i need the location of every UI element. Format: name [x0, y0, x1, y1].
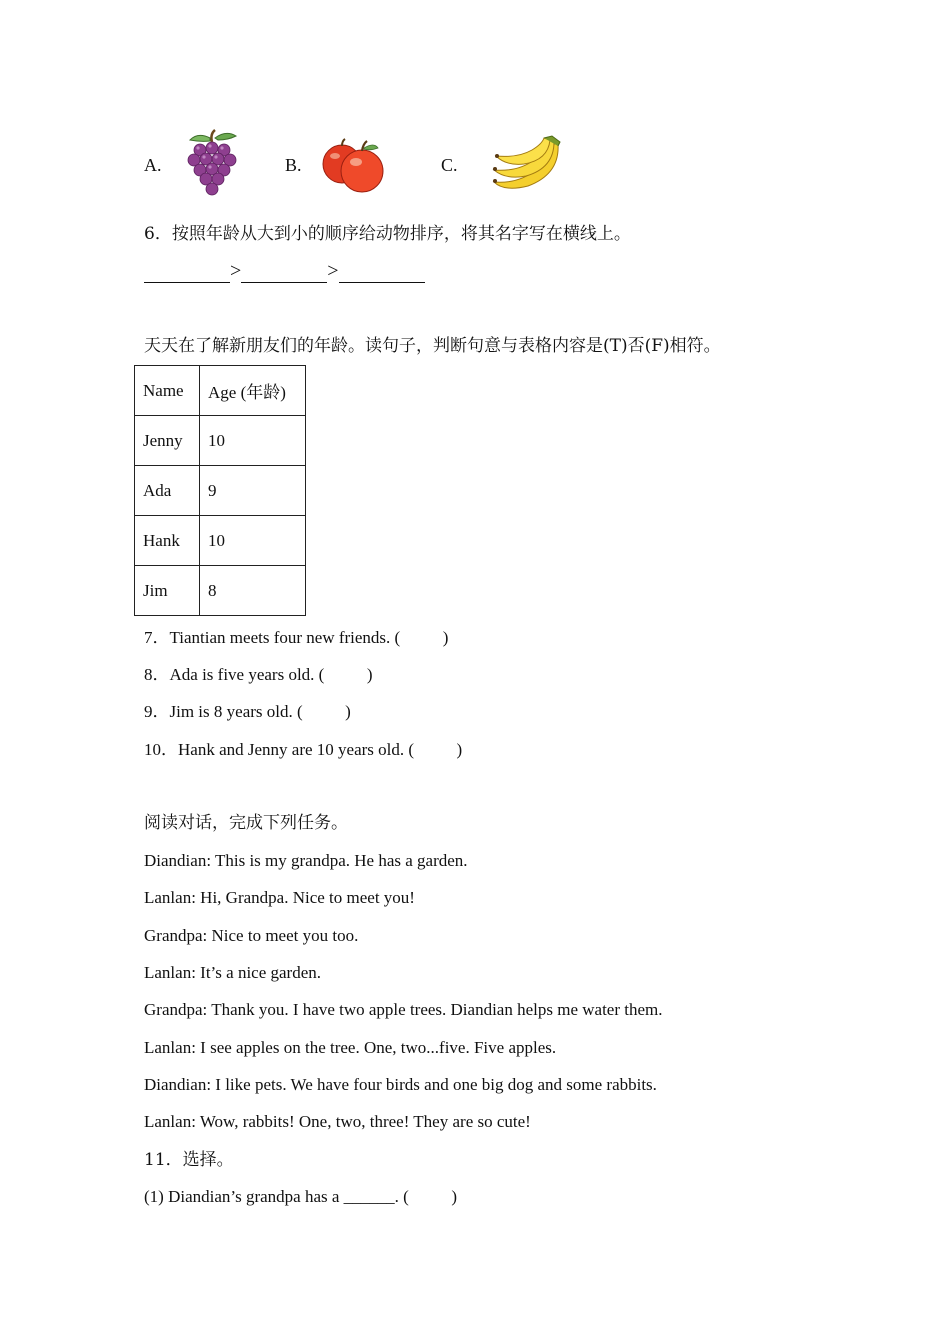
dialogue-line: Diandian: I like pets. We have four birds and one big dog and some rabbits. — [144, 1075, 657, 1094]
table-header-age: Age (年龄) — [200, 366, 306, 416]
age-table — [134, 365, 306, 616]
question-11: 11．选择。 — [144, 1150, 234, 1170]
question-9: 9．Jim is 8 years old. ( ) — [144, 702, 351, 721]
table-cell-age: 10 — [200, 516, 306, 566]
dialogue-line: Diandian: This is my grandpa. He has a garden. — [144, 851, 468, 870]
table-cell-name: Hank — [135, 516, 200, 566]
question-6-text: 6．按照年龄从大到小的顺序给动物排序，将其名字写在横线上。 — [144, 224, 631, 244]
answer-blank-1[interactable] — [144, 262, 230, 283]
table-cell-name: Jenny — [135, 416, 200, 466]
banana-icon — [488, 134, 566, 196]
table-header-name: Name — [135, 366, 200, 416]
option-a-label: A. — [144, 155, 162, 175]
question-10: 10．Hank and Jenny are 10 years old. ( ) — [144, 740, 463, 759]
question-7: 7．Tiantian meets four new friends. ( ) — [144, 628, 449, 647]
apple-icon — [318, 138, 388, 194]
question-11-1: (1) Diandian’s grandpa has a ______. ( ) — [144, 1187, 458, 1206]
answer-blank-3[interactable] — [339, 262, 425, 283]
table-cell-name: Jim — [135, 566, 200, 616]
dialogue-line: Grandpa: Thank you. I have two apple trees. Diandian helps me water them. — [144, 1000, 663, 1019]
table-row — [135, 416, 306, 466]
grapes-icon — [182, 128, 244, 202]
table-cell-age: 8 — [200, 566, 306, 616]
table-header-row — [135, 366, 306, 416]
option-c-label: C. — [441, 155, 458, 175]
reading-instruction: 阅读对话，完成下列任务。 — [144, 813, 348, 833]
greater-than-sign: > — [230, 260, 242, 282]
dialogue-line: Lanlan: Wow, rabbits! One, two, three! They are so cute! — [144, 1112, 531, 1131]
table-row — [135, 466, 306, 516]
dialogue-line: Lanlan: I see apples on the tree. One, two...five. Five apples. — [144, 1038, 557, 1057]
option-b-label: B. — [285, 155, 302, 175]
table-cell-age: 10 — [200, 416, 306, 466]
dialogue-line: Grandpa: Nice to meet you too. — [144, 926, 359, 945]
dialogue-line: Lanlan: It’s a nice garden. — [144, 963, 322, 982]
question-6-blanks — [144, 260, 425, 283]
table-cell-age: 9 — [200, 466, 306, 516]
answer-blank-2[interactable] — [241, 262, 327, 283]
table-cell-name: Ada — [135, 466, 200, 516]
table-instruction: 天天在了解新朋友们的年龄。读句子，判断句意与表格内容是(T)否(F)相符。 — [144, 336, 721, 356]
table-row — [135, 566, 306, 616]
greater-than-sign: > — [327, 260, 339, 282]
table-row — [135, 516, 306, 566]
dialogue-line: Lanlan: Hi, Grandpa. Nice to meet you! — [144, 888, 415, 907]
question-8: 8．Ada is five years old. ( ) — [144, 665, 373, 684]
